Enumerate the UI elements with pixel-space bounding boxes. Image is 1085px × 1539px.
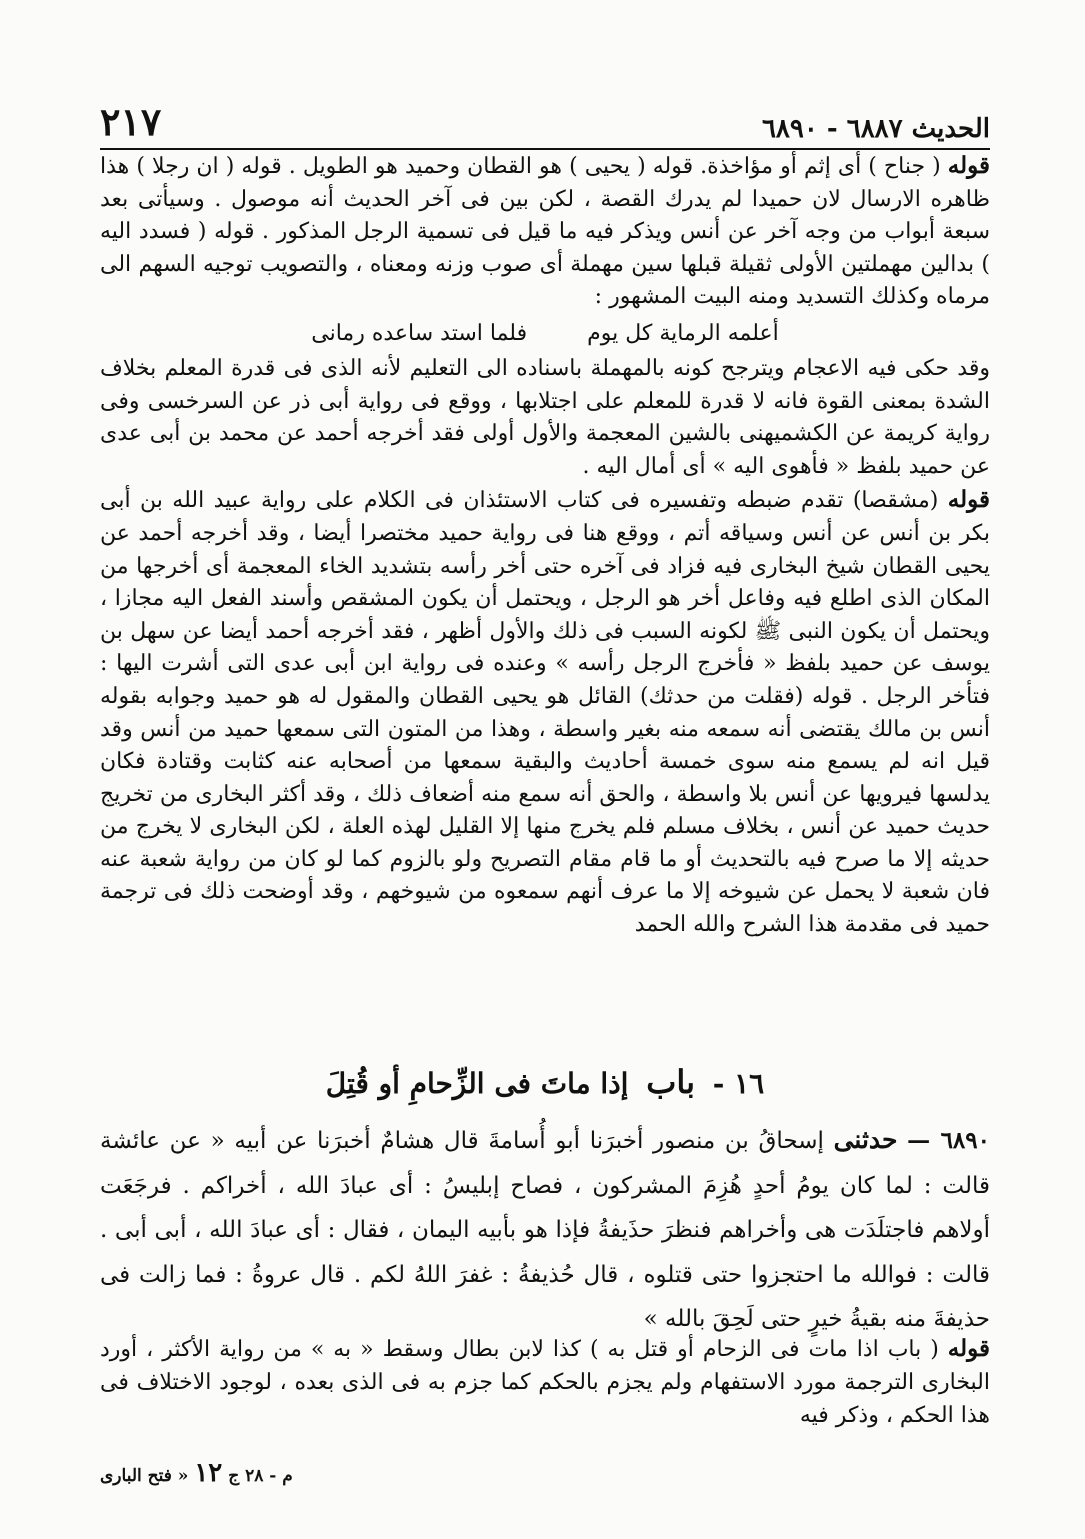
chapter-number: ١٦ -: [712, 1067, 765, 1100]
running-title: الحديث ٦٨٨٧ - ٦٨٩٠: [761, 114, 990, 144]
commentary-paragraph: [100, 484, 990, 941]
verse: [100, 316, 990, 352]
hadith-number: ٦٨٩٠ —: [907, 1127, 990, 1154]
commentary-paragraph: [100, 353, 990, 483]
printer-signature: [100, 1458, 293, 1488]
verse-first-hemistich: أعلمه الرماية كل يوم: [587, 320, 779, 346]
paragraph-text: وقد حكى فيه الاعجام ويترجح كونه بالمهملة باسناده الى التعليم لأنه الذى فى قدرة المعلم بخلاف الشدة بمعنى القوة فانه لا قدرة للمعلم على اجتلابها ، ووقع فى رواية أبى ذر عن السرخسى وفى رواية كريمة عن الكشميهنى بالشين المعجمة والأول أولى فقد أخرجه أحمد عن محمد بن أبى عدى عن حميد بلفظ « فأهوى اليه » أى أمال اليه .: [100, 355, 990, 479]
commentary-paragraph: [100, 150, 990, 314]
paragraph-text: (مشقصا) تقدم ضبطه وتفسيره فى كتاب الاستئذان فى الكلام على رواية عبيد الله بن أبى بكر بن أنس عن أنس وسياقه أتم ، ووقع هنا فى رواية حميد مختصرا أيضا ، وقد أخرجه أحمد عن يحيى القطان شيخ البخارى فيه فزاد فى آخره حتى أخر رأسه بتشديد الخاء المعجمة أى أخرجها من المكان الذى اطلع فيه وفاعل أخر هو الرجل ، ويحتمل أن يكون المشقص وأسند الفعل اليه مجازا ، ويحتمل أن يكون النبى ﷺ لكونه السبب فى ذلك والأول أظهر ، فقد أخرجه أحمد أيضا عن سهل بن يوسف عن حميد بلفظ « فأخرج الرجل رأسه » وعنده فى رواية ابن أبى عدى التى أشرت اليها : فتأخر الرجل . قوله (فقلت من حدثك) القائل هو يحيى القطان والمقول له هو حميد وجوابه بقوله أنس بن مالك يقتضى أنه سمعه منه بغير واسطة ، وهذا من المتون التى سمعها حميد من أنس وقد قيل انه لم يسمع منه سوى خمسة أحاديث والبقية سمعها من أصحابه عنه كثابت وقتادة فكان يدلسها فيرويها عن أنس بلا واسطة ، والحق أنه سمع منه أضعاف ذلك ، وقد أكثر البخارى من تخريج حديث حميد عن أنس ، بخلاف مسلم فلم يخرج منها إلا القليل لهذه العلة ، لكن البخارى لا يخرج من حديثه إلا ما صرح فيه بالتحديث أو ما قام مقام التصريح ولو بالزوم كما لو كان من رواية شعبة عنه فان شعبة لا يحمل عن شيوخه إلا ما عرف أنهم سمعوه من شيوخهم ، وقد أوضحت ذلك فى ترجمة حميد فى مقدمة هذا الشرح والله الحمد: [100, 488, 990, 938]
signature-volume-letter: ج: [228, 1466, 240, 1486]
chapter-title: إذا ماتَ فى الزِّحامِ أو قُتِلَ: [325, 1067, 629, 1100]
commentary-continued: [100, 1332, 990, 1432]
paragraph-lead: قوله: [947, 1335, 991, 1362]
signature-volume-number: ١٢: [194, 1458, 223, 1488]
chapter-bab: باب: [646, 1063, 695, 1101]
paragraph-lead: قوله: [947, 152, 990, 179]
hadith-text: [100, 1118, 990, 1342]
page-number: ٢١٧: [100, 99, 162, 144]
paragraph-text: ( باب اذا مات فى الزحام أو قتل به ) كذا لابن بطال وسقط « به » من رواية الأكثر ، أورد البخارى الترجمة مورد الاستفهام ولم يجزم بالحكم كما جزم به فى الذى بعده ، لوجود الاختلاف فى هذا الحكم ، وذكر فيه: [100, 1337, 990, 1428]
verse-second-hemistich: فلما استد ساعده رمانى: [311, 320, 528, 346]
commentary-block: [100, 150, 990, 942]
paragraph-lead: قوله: [947, 486, 990, 514]
hadith-body: إسحاقُ بن منصور أخبرَنا أبو أُسامةَ قال هشامٌ أخبرَنا عن أبيه « عن عائشة قالت : لما كان يومُ أحدٍ هُزِمَ المشركون ، فصاح إبليسُ : أى عبادَ الله ، أخراكم . فرجَعَت أولاهم فاجتلَدَت هى وأخراهم فنظرَ حذَيفةُ فإذا هو بأبيه اليمان ، فقال : أى عبادَ الله ، أبى أبى . قالت : فوالله ما احتجزوا حتى قتلوه ، قال حُذيفةُ : غفرَ اللهُ لكم . قال عروةُ : فما زالت فى حذيفةَ منه بقيةُ خيرٍ حتى لَحِقَ بالله »: [100, 1128, 990, 1332]
page-header: [100, 92, 990, 150]
signature-book: « فتح البارى: [100, 1466, 189, 1486]
signature-prefix: م - ٢٨: [245, 1466, 293, 1486]
hadith-haddathani: حدثنى: [833, 1125, 898, 1154]
paragraph-text: ( جناح ) أى إثم أو مؤاخذة. قوله ( يحيى ) هو القطان وحميد هو الطويل . قوله ( ان رجلا ) هذا ظاهره الارسال لان حميدا لم يدرك القصة ، لكن بين فى آخر الحديث أنه موصول . وسيأتى بعد سبعة أبواب من وجه آخر عن أنس ويذكر فيه ما قيل فى تسمية الرجل المذكور . قوله ( فسدد اليه ) بدالين مهملتين الأولى ثقيلة قبلها سين مهملة أى صوب وزنه ومعناه ، والتصويب توجيه السهم الى مرماه وكذلك التسديد ومنه البيت المشهور :: [100, 154, 990, 310]
chapter-heading: [100, 1062, 990, 1102]
